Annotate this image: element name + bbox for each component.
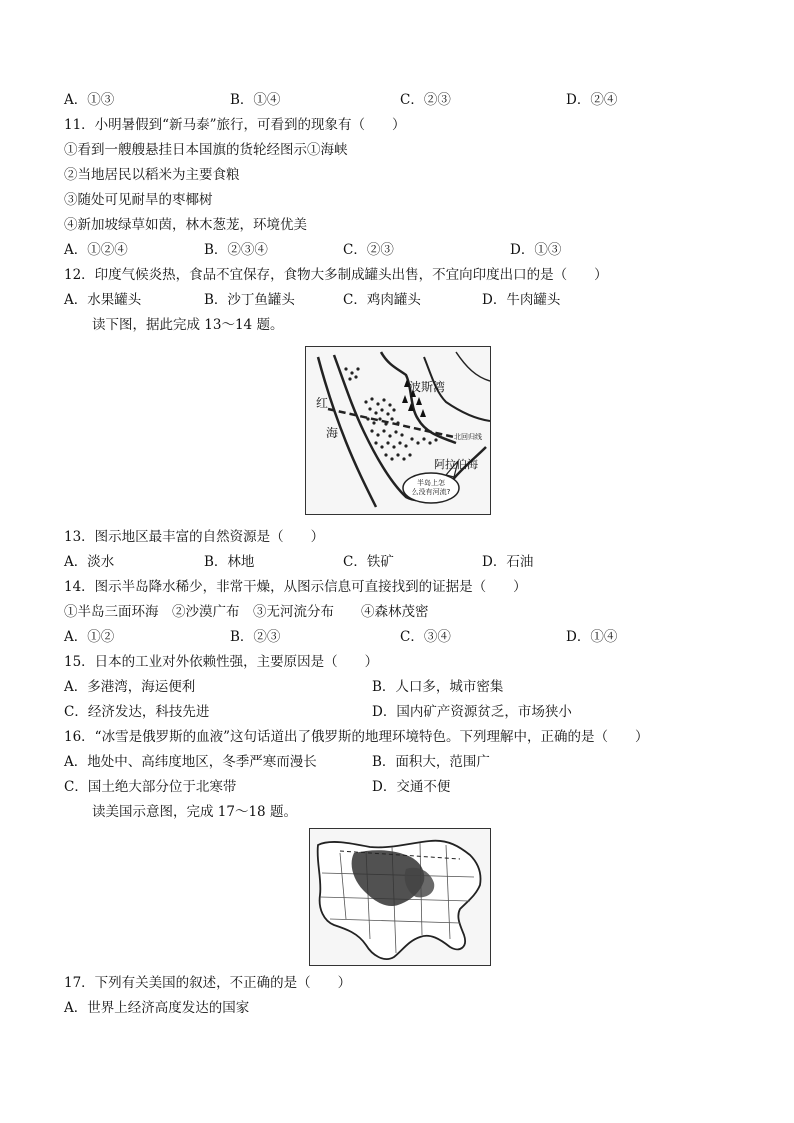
question-14-stem: 14．图示半岛降水稀少，非常干燥，从图示信息可直接找到的证据是（ ） <box>64 579 527 595</box>
q12-option-c: C．鸡肉罐头 <box>343 292 421 308</box>
label-persian-gulf: 波斯湾 <box>409 380 446 394</box>
q11-option-c: C．②③ <box>343 242 394 258</box>
q13-option-a: A．淡水 <box>64 554 115 570</box>
q15-option-d: D．国内矿产资源贫乏，市场狭小 <box>372 704 572 720</box>
q12-option-a: A．水果罐头 <box>64 292 142 308</box>
question-13-stem: 13．图示地区最丰富的自然资源是（ ） <box>64 529 325 545</box>
q14-option-a: A．①② <box>64 629 115 645</box>
label-red-sea-2: 海 <box>326 426 339 440</box>
q13-option-c: C．铁矿 <box>343 554 394 570</box>
q17-option-a: A．世界上经济高度发达的国家 <box>64 1000 250 1016</box>
usa-map <box>309 828 491 966</box>
option-d: D．②④ <box>566 92 618 108</box>
q15-option-c: C．经济发达，科技先进 <box>64 704 210 720</box>
bubble-line-1: 半岛上怎 <box>417 479 445 487</box>
q15-option-a: A．多港湾，海运便利 <box>64 679 196 695</box>
q13-option-b: B．林地 <box>204 554 255 570</box>
intro-17-18: 读美国示意图，完成 17～18 题。 <box>92 804 297 820</box>
arabian-peninsula-map <box>305 346 491 515</box>
intro-13-14: 读下图，据此完成 13～14 题。 <box>92 317 284 333</box>
usa-map-drawing <box>310 829 490 965</box>
q16-option-a: A．地处中、高纬度地区，冬季严寒而漫长 <box>64 754 317 770</box>
option-b: B．①④ <box>230 92 281 108</box>
q12-option-d: D．牛肉罐头 <box>482 292 561 308</box>
q16-option-d: D．交通不便 <box>372 779 451 795</box>
question-11-stem: 11．小明暑假到“新马泰”旅行，可看到的现象有（ ） <box>64 117 406 133</box>
label-tropic-of-cancer: 北回归线 <box>454 433 482 441</box>
q11-statement-4: ④新加坡绿草如茵，林木葱茏，环境优美 <box>64 217 307 233</box>
q11-statement-3: ③随处可见耐旱的枣椰树 <box>64 192 213 208</box>
question-17-stem: 17．下列有关美国的叙述，不正确的是（ ） <box>64 975 352 991</box>
option-a: A．①③ <box>64 92 115 108</box>
question-12-stem: 12．印度气候炎热，食品不宜保存，食物大多制成罐头出售，不宜向印度出口的是（ ） <box>64 267 608 283</box>
q14-option-d: D．①④ <box>566 629 618 645</box>
q16-option-b: B．面积大，范围广 <box>372 754 490 770</box>
speech-bubble-text <box>410 479 452 497</box>
q15-option-b: B．人口多，城市密集 <box>372 679 504 695</box>
q11-option-b: B．②③④ <box>204 242 268 258</box>
q13-option-d: D．石油 <box>482 554 534 570</box>
question-15-stem: 15．日本的工业对外依赖性强，主要原因是（ ） <box>64 654 379 670</box>
q12-option-b: B．沙丁鱼罐头 <box>204 292 295 308</box>
q11-statement-1: ①看到一艘艘悬挂日本国旗的货轮经图示①海峡 <box>64 142 348 158</box>
q11-option-a: A．①②④ <box>64 242 128 258</box>
q11-statement-2: ②当地居民以稻米为主要食粮 <box>64 167 240 183</box>
bubble-line-2: 么没有河流? <box>411 488 451 496</box>
q14-option-b: B．②③ <box>230 629 281 645</box>
q11-option-d: D．①③ <box>510 242 562 258</box>
option-c: C．②③ <box>400 92 451 108</box>
q14-statements: ①半岛三面环海 ②沙漠广布 ③无河流分布 ④森林茂密 <box>64 604 429 620</box>
question-16-stem: 16．“冰雪是俄罗斯的血液”这句话道出了俄罗斯的地理环境特色。下列理解中，正确的是（ ） <box>64 729 649 745</box>
label-arabian-sea: 阿拉伯海 <box>434 458 478 471</box>
q14-option-c: C．③④ <box>400 629 451 645</box>
label-red-sea-1: 红 <box>316 396 329 410</box>
q16-option-c: C．国土绝大部分位于北寒带 <box>64 779 237 795</box>
